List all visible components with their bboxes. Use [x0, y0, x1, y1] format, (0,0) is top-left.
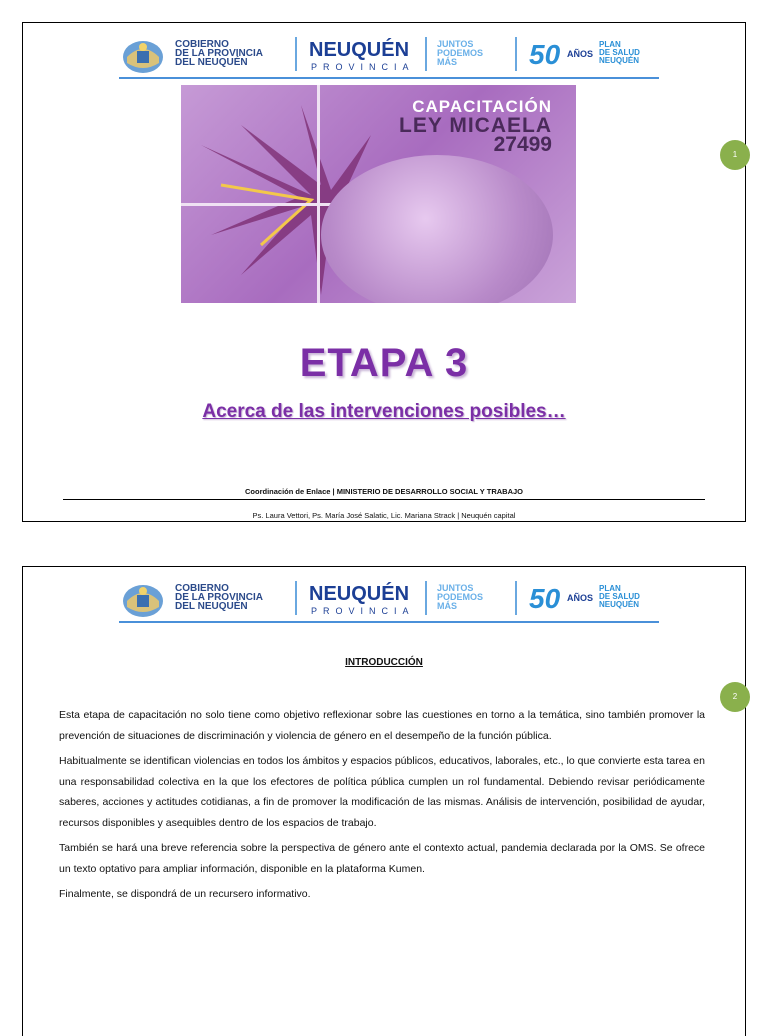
header-separator [515, 37, 517, 71]
hero-title [399, 97, 552, 155]
anniversary-number: 50 [529, 583, 561, 614]
anniversary-number: 50 [529, 39, 561, 70]
government-label: COBIERNO DE LA PROVINCIA DEL NEUQUÉN [175, 39, 263, 68]
header-rule [119, 621, 659, 623]
province-crest-icon [119, 581, 167, 619]
slogan-text: JUNTOS PODEMOS MÁS [437, 39, 484, 67]
paragraph: Esta etapa de capacitación no solo tiene como objetivo reflexionar sobre las cuestiones en torno a la temática, sino también promover la prevención de situaciones de discriminación y violencia de género en el desempeño de la función pública. [59, 709, 705, 742]
document-page-1 [22, 22, 746, 522]
slogan-text: JUNTOS PODEMOS MÁS [437, 583, 484, 611]
header-separator [425, 37, 427, 71]
hero-banner-image [181, 85, 576, 303]
header-separator [295, 581, 297, 615]
hero-line-1: CAPACITACIÓN [412, 97, 552, 116]
header-separator [515, 581, 517, 615]
brand-subtitle: PROVINCIA [311, 606, 415, 616]
hero-line-3: 27499 [493, 133, 552, 156]
stage-subtitle: Acerca de las intervenciones posibles… [202, 401, 566, 422]
paragraph: Finalmente, se dispondrá de un recursero informativo. [59, 888, 311, 900]
brand-logo-text: NEUQUÉN [309, 39, 410, 61]
footer-rule [63, 499, 705, 500]
page-number-badge: 2 [720, 682, 750, 712]
stage-title: ETAPA 3 [299, 341, 469, 385]
paragraph: Habitualmente se identifican violencias en todos los ámbitos y espacios públicos, educativos, laborales, etc., lo que convierte esta tarea en una responsabilidad colectiva en la que los efectores de política pública cumplen un rol fundamental. Debiendo revisar periódicamente saberes, acciones y actitudes cotidianas, a fin de promover la modificación de las mismas. Análisis de intervención, posibilidad de ayudar, recursos disponibles y asequibles dentro de los espacios de trabajo. [59, 755, 705, 829]
section-title: INTRODUCCIÓN [345, 657, 423, 668]
health-plan-label: PLAN DE SALUD NEUQUÉN [599, 40, 640, 65]
page-header [119, 35, 659, 83]
body-text [59, 705, 705, 910]
page-number-badge: 1 [720, 140, 750, 170]
health-plan-label: PLAN DE SALUD NEUQUÉN [599, 584, 640, 609]
header-rule [119, 77, 659, 79]
hero-line-2: LEY MICAELA [399, 114, 552, 137]
province-crest-icon [119, 37, 167, 75]
paragraph: También se hará una breve referencia sobre la perspectiva de género ante el contexto actual, pandemia declarada por la OMS. Se ofrece un texto optativo para ampliar información, disponible en la plataforma Kumen. [59, 842, 705, 875]
page-header [119, 579, 659, 627]
portrait-photo [321, 155, 553, 303]
header-separator [425, 581, 427, 615]
government-label: COBIERNO DE LA PROVINCIA DEL NEUQUÉN [175, 583, 263, 612]
footer-organization: Coordinación de Enlace | MINISTERIO DE DESARROLLO SOCIAL Y TRABAJO [245, 487, 523, 496]
anniversary-label: AÑOS [567, 593, 594, 603]
footer-authors: Ps. Laura Vettori, Ps. María José Salatic, Lic. Mariana Strack | Neuquén capital [252, 511, 516, 520]
header-separator [295, 37, 297, 71]
anniversary-label: AÑOS [567, 49, 594, 59]
document-page-2 [22, 566, 746, 1036]
brand-subtitle: PROVINCIA [311, 62, 415, 72]
brand-logo-text: NEUQUÉN [309, 583, 410, 605]
